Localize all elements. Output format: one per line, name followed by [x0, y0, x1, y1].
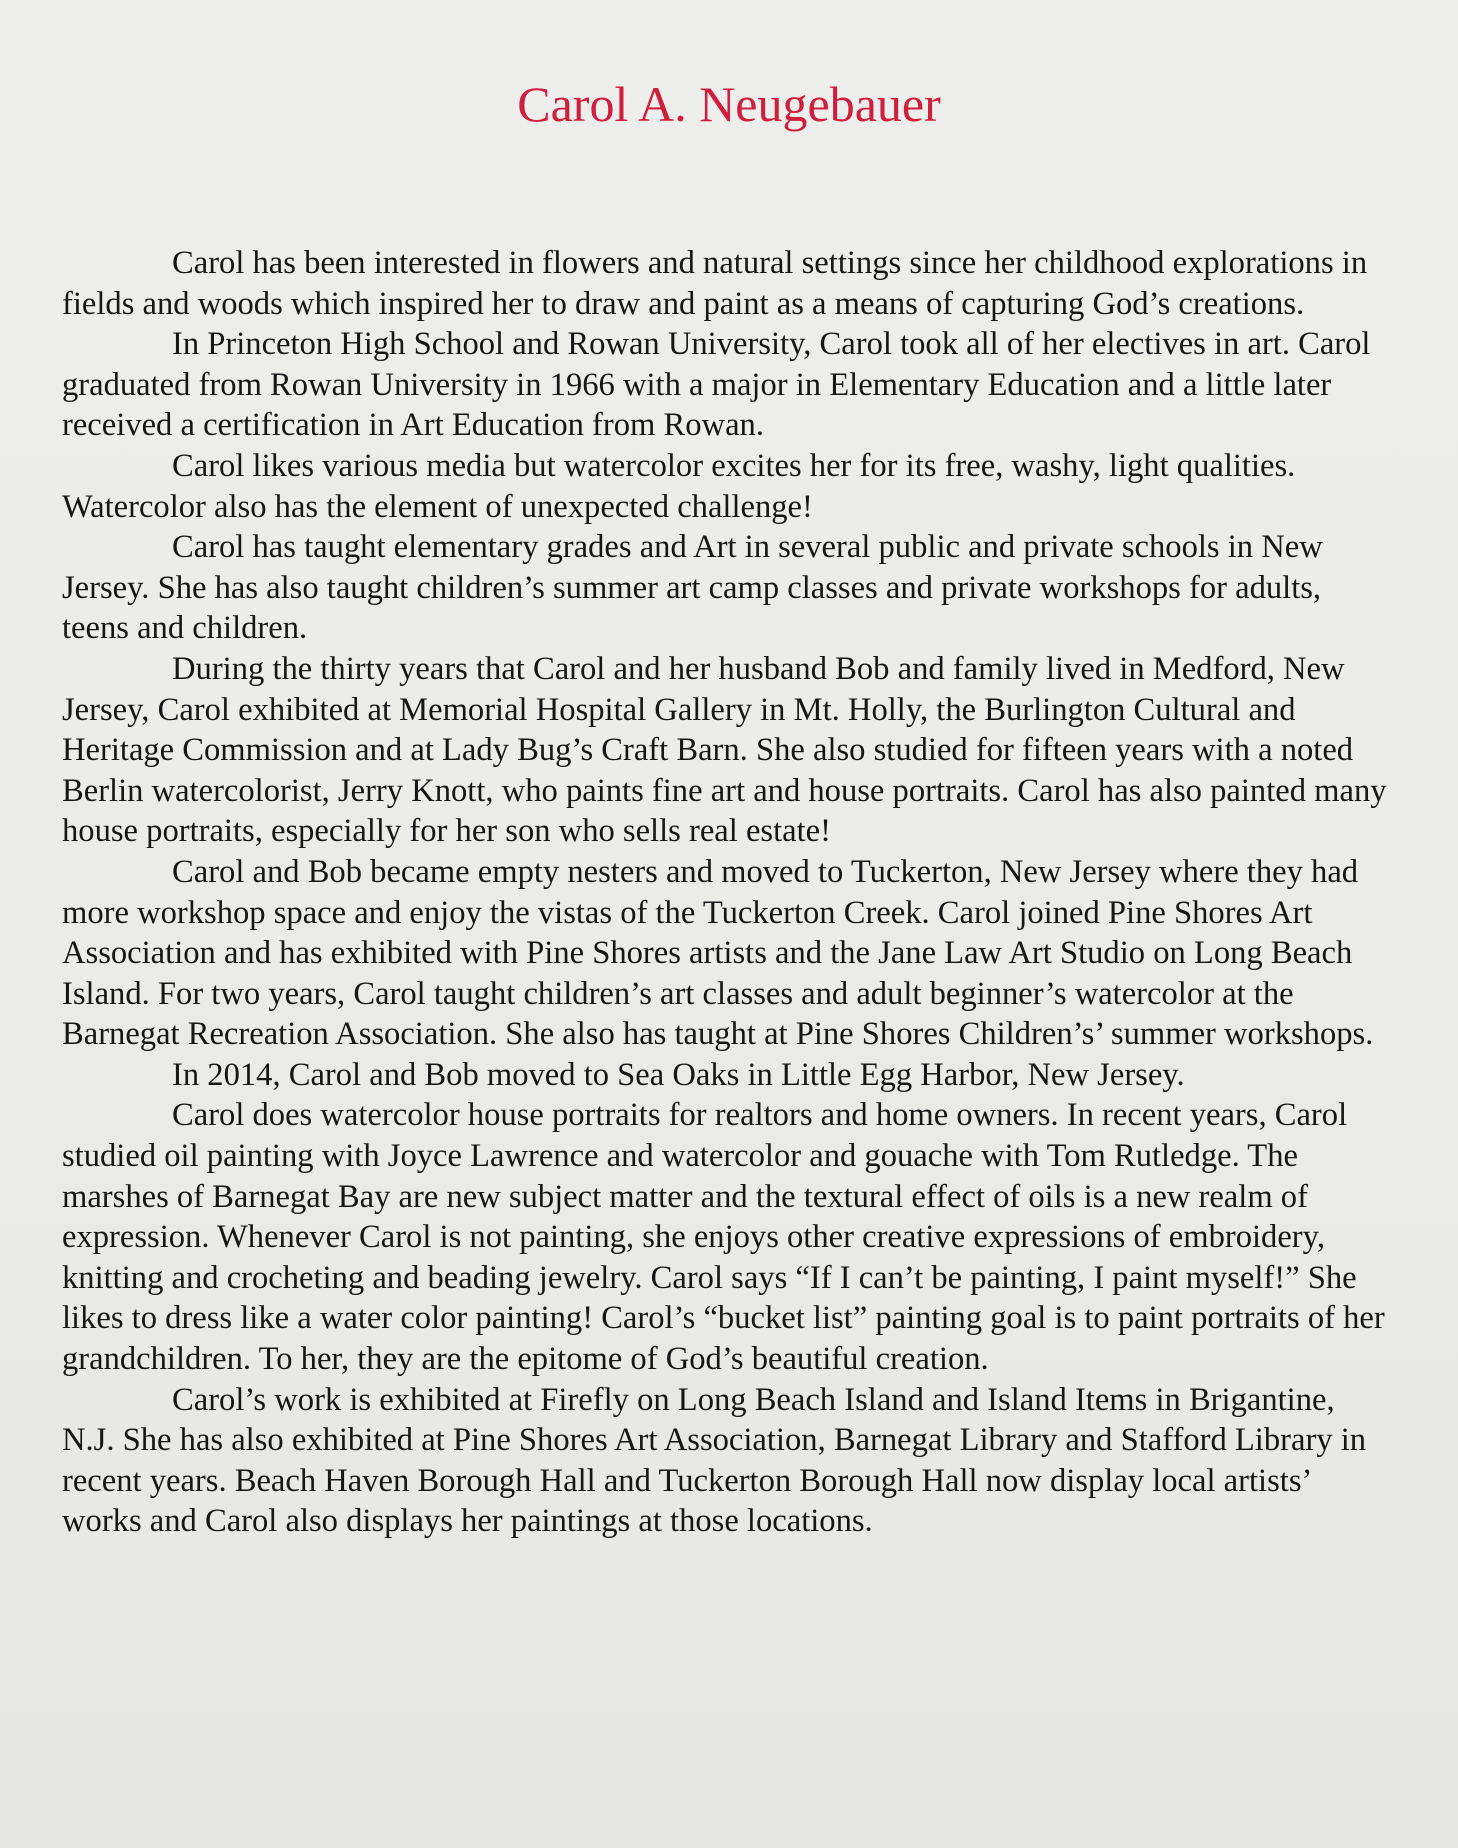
paragraph-teaching: Carol has taught elementary grades and Art in several public and private schools in New Jersey. She has also taught children’s summer art camp classes and private workshops for adults, teens and children.: [62, 529, 1323, 647]
paragraph-childhood: Carol has been interested in flowers and natural settings since her childhood explorations in fields and woods which inspired her to draw and paint as a means of capturing God’s creations.: [62, 245, 1368, 322]
paragraph-education: In Princeton High School and Rowan University, Carol took all of her electives in art. Carol graduated from Rowan University in 1966 with a major in Elementary Education and a little later received a certification in Art Education from Rowan.: [62, 326, 1371, 444]
paragraph-medford: During the thirty years that Carol and her husband Bob and family lived in Medford, New Jersey, Carol exhibited at Memorial Hospital Gallery in Mt. Holly, the Burlington Cultural and Heritage Commission and at Lady Bug’s Craft Barn. She also studied for fifteen years with a noted Berlin watercolorist, Jerry Knott, who paints fine art and house portraits. Carol has also painted many house portraits, especially for her son who sells real estate!: [62, 650, 1387, 850]
paragraph-tuckerton: Carol and Bob became empty nesters and moved to Tuckerton, New Jersey where they had more workshop space and enjoy the vistas of the Tuckerton Creek. Carol joined Pine Shores Art Association and has exhibited with Pine Shores artists and the Jane Law Art Studio on Long Beach Island. For two years, Carol taught children’s art classes and adult beginner’s watercolor at the Barnegat Recreation Association. She also has taught at Pine Shores Children’s’ summer workshops.: [62, 853, 1374, 1053]
paragraph-sea-oaks: In 2014, Carol and Bob moved to Sea Oaks in Little Egg Harbor, New Jersey.: [172, 1056, 1185, 1093]
biography-text: [62, 243, 1392, 1542]
paragraph-exhibits: Carol’s work is exhibited at Firefly on Long Beach Island and Island Items in Brigantine, N.J. She has also exhibited at Pine Shores Art Association, Barnegat Library and Stafford Library in recent years. Beach Haven Borough Hall and Tuckerton Borough Hall now display local artists’ works and Carol also displays her paintings at those locations.: [62, 1381, 1367, 1540]
paragraph-media: Carol likes various media but watercolor excites her for its free, washy, light qualities. Watercolor also has the element of unexpected challenge!: [62, 447, 1296, 525]
document-title: Carol A. Neugebauer: [517, 76, 941, 132]
paragraph-house-portraits: Carol does watercolor house portraits for realtors and home owners. In recent years, Carol studied oil painting with Joyce Lawrence and watercolor and gouache with Tom Rutledge. The marshes of Barnegat Bay are new subject matter and the textural effect of oils is a new realm of expression. Whenever Carol is not painting, she enjoys other creative expressions of embroidery, knitting and crocheting and beading jewelry. Carol says “If I can’t be painting, I paint myself!” She likes to dress like a water color painting! Carol’s “bucket list” painting goal is to paint portraits of her grandchildren. To her, they are the epitome of God’s beautiful creation.: [62, 1097, 1385, 1378]
